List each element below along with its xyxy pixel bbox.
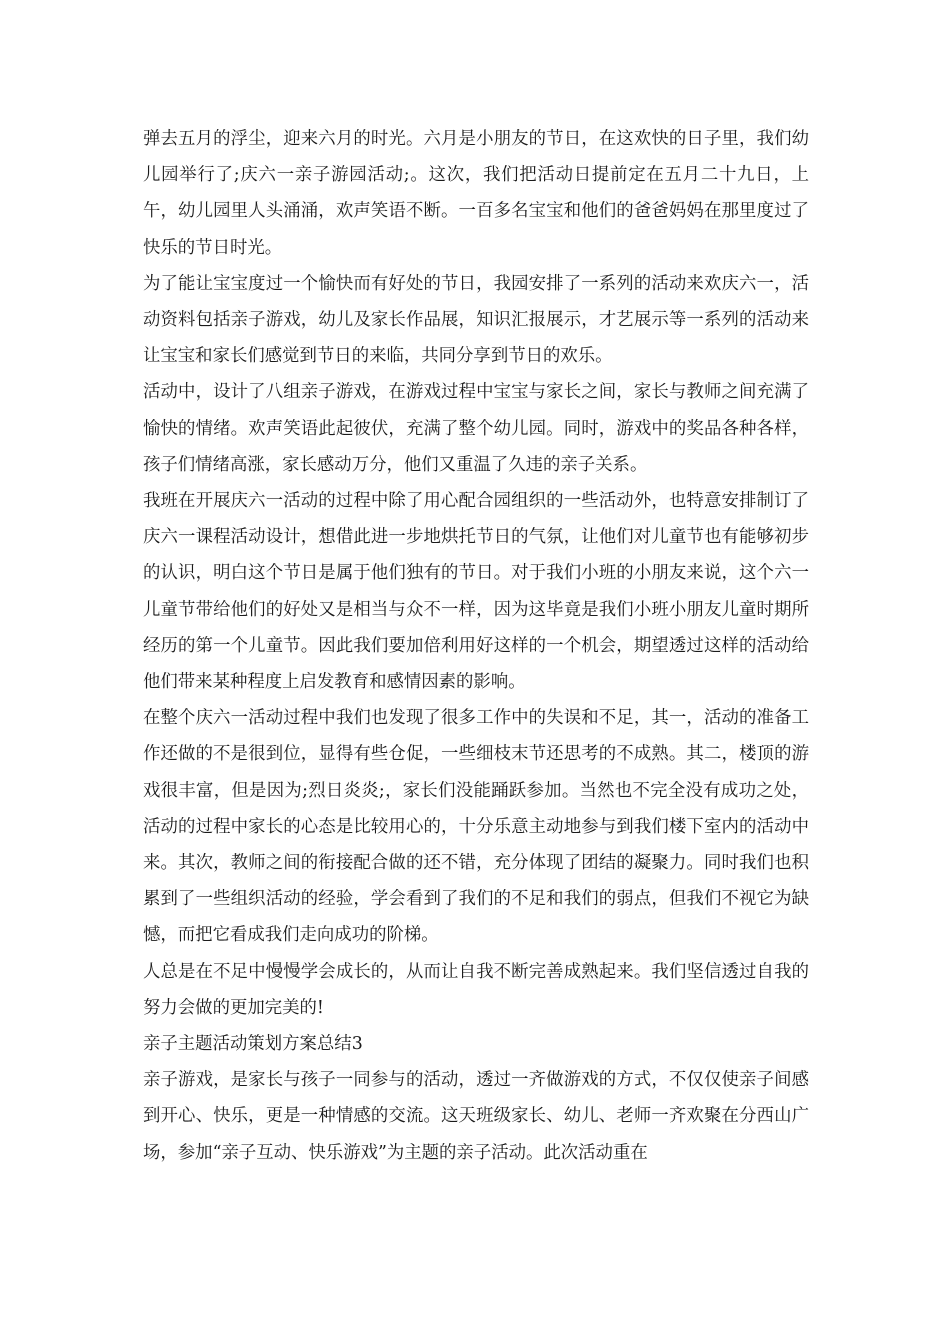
paragraph-opening: 弹去五月的浮尘，迎来六月的时光。六月是小朋友的节日，在这欢快的日子里，我们幼儿园举行了;庆六一亲子游园活动;。这次，我们把活动日提前定在五月二十九日，上午，幼儿园里人头涌涌，欢声笑语不断。一百多名宝宝和他们的爸爸妈妈在那里度过了快乐的节日时光。 <box>143 129 809 258</box>
section-heading: 亲子主题活动策划方案总结3 <box>143 1034 363 1055</box>
paragraph-summary-3: 亲子游戏，是家长与孩子一同参与的活动，透过一齐做游戏的方式，不仅仅使亲子间感到开心、快乐，更是一种情感的交流。这天班级家长、幼儿、老师一齐欢聚在分西山广场，参加“亲子互动、快乐游戏”为主题的亲子活动。此次活动重在 <box>143 1070 809 1163</box>
document-body <box>143 121 809 1171</box>
paragraph-activity-overview: 为了能让宝宝度过一个愉快而有好处的节日，我园安排了一系列的活动来欢庆六一，活动资料包括亲子游戏，幼儿及家长作品展，知识汇报展示，才艺展示等一系列的活动来让宝宝和家长们感觉到节日的来临，共同分享到节日的欢乐。 <box>143 273 809 367</box>
paragraph-class-curriculum: 我班在开展庆六一活动的过程中除了用心配合园组织的一些活动外，也特意安排制订了庆六一课程活动设计，想借此进一步地烘托节日的气氛，让他们对儿童节也有能够初步的认识，明白这个节日是属于他们独有的节日。对于我们小班的小朋友来说，这个六一儿童节带给他们的好处又是相当与众不一样，因为这毕竟是我们小班小朋友儿童时期所经历的第一个儿童节。因此我们要加倍利用好这样的一个机会，期望透过这样的活动给他们带来某种程度上启发教育和感情因素的影响。 <box>143 491 809 693</box>
paragraph-parent-child-games: 活动中，设计了八组亲子游戏，在游戏过程中宝宝与家长之间，家长与教师之间充满了愉快的情绪。欢声笑语此起彼伏，充满了整个幼儿园。同时，游戏中的奖品各种各样，孩子们情绪高涨，家长感动万分，他们又重温了久违的亲子关系。 <box>143 382 809 475</box>
paragraph-shortcomings: 在整个庆六一活动过程中我们也发现了很多工作中的失误和不足，其一，活动的准备工作还做的不是很到位，显得有些仓促，一些细枝末节还思考的不成熟。其二，楼顶的游戏很丰富，但是因为;烈日炎炎;，家长们没能踊跃参加。当然也不完全没有成功之处，活动的过程中家长的心态是比较用心的，十分乐意主动地参与到我们楼下室内的活动中来。其次，教师之间的衔接配合做的还不错，充分体现了团结的凝聚力。同时我们也积累到了一些组织活动的经验，学会看到了我们的不足和我们的弱点，但我们不视它为缺憾，而把它看成我们走向成功的阶梯。 <box>143 708 809 946</box>
paragraph-growth: 人总是在不足中慢慢学会成长的，从而让自我不断完善成熟起来。我们坚信透过自我的努力会做的更加完美的! <box>143 961 809 1018</box>
